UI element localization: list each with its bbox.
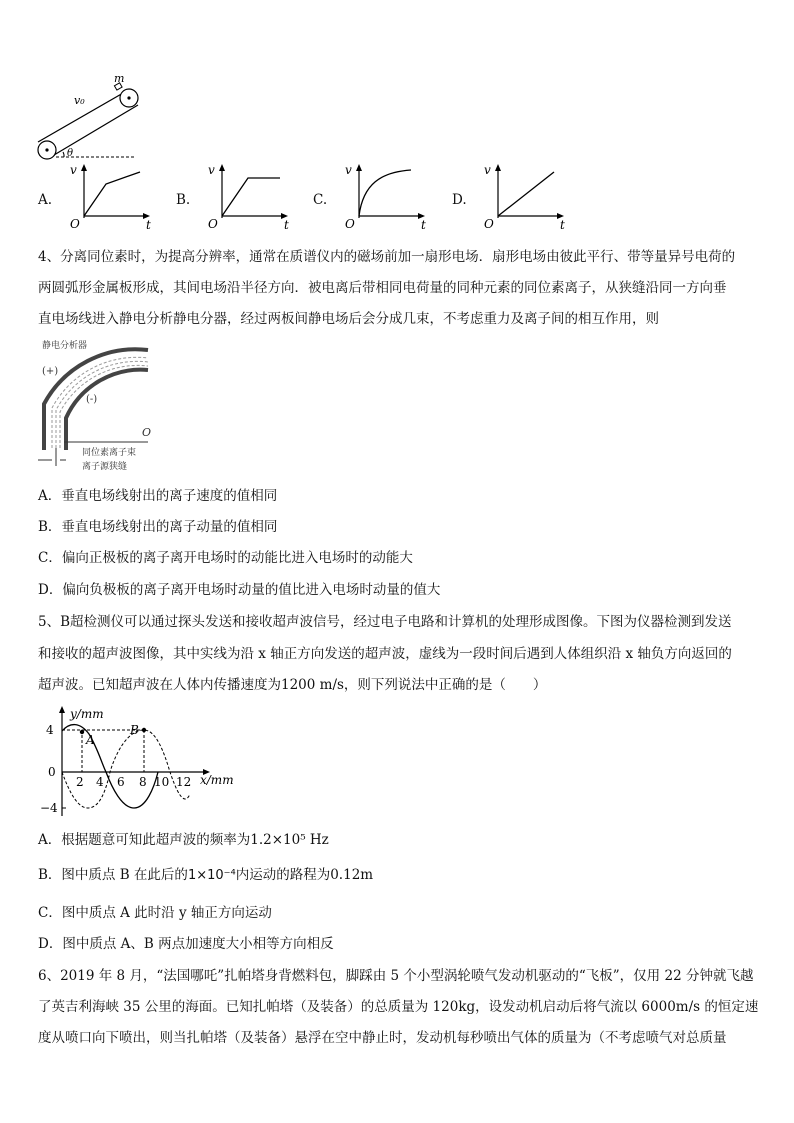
q3-origin-label: O [208,217,218,230]
q3-origin-label: O [345,217,355,230]
q3-vt-curve [498,172,554,216]
q3-v-axis-arrow [495,164,501,171]
q5-option-b-suffix: 内运动的路程为0.12m [235,867,374,883]
q3-vt-graph [202,160,302,230]
q3-option-letter: B. [176,192,191,208]
wave-point-a-label: A [86,733,95,747]
q6-line-1: 6、2019 年 8 月，“法国哪吒”扎帕塔身背燃料包，脚踩由 5 个小型涡轮喷气发动机驱动的“飞板”，仅用 22 分钟就飞越 [38,968,754,984]
q4-option-d[interactable]: D．偏向负极板的离子离开电场时动量的值比进入电场时动量的值大 [38,582,441,598]
q3-origin-label: O [70,217,80,230]
wave-xtick-4: 4 [96,775,104,789]
q3-option-letter: D. [452,192,467,208]
wave-xtick-12: 12 [176,775,192,789]
q3-v-label: v [208,163,215,177]
analyzer-plus-label: (+) [42,366,59,377]
q3-v-axis-arrow [356,164,362,171]
q3-option-a[interactable] [38,160,168,230]
q3-vt-curve [222,178,280,216]
q5-option-b-math: 1×10⁻⁴ [187,868,236,883]
q3-v-label: v [70,163,77,177]
ultrasound-wave-figure [40,704,260,820]
q3-vt-graph [478,160,578,230]
q4-line-2: 两圆弧形金属板形成，其间电场沿半径方向．被电离后带相同电荷量的同种元素的同位素离子，从狭缝沿同一方向垂 [38,280,727,296]
analyzer-origin-label: O [142,426,152,439]
q4-option-b[interactable]: B．垂直电场线射出的离子动量的值相同 [38,519,278,535]
q3-vt-graph [339,160,439,230]
q3-t-label: t [560,218,565,230]
q5-option-a[interactable]: A．根据题意可知此超声波的频率为1.2×10⁵ Hz [38,832,329,848]
q3-v-axis-arrow [81,164,87,171]
q5-line-1: 5、B超检测仪可以通过探头发送和接收超声波信号，经过电子电路和计算机的处理形成图像。下图为仪器检测到发送 [38,614,732,630]
wave-ytick-4: 4 [46,723,54,737]
wave-point-b-label: B [130,723,139,737]
wave-ytick-neg4: −4 [40,801,58,815]
q3-v-label: v [345,163,352,177]
q3-t-label: t [146,218,151,230]
analyzer-beam-label: 同位素离子束 [82,448,137,458]
belt-theta-label: θ [67,148,74,159]
q6-line-3: 度从喷口向下喷出，则当扎帕塔（及装备）悬浮在空中静止时，发动机每秒喷出气体的质量为（不考虑喷气对总质量 [38,1030,727,1046]
wave-xtick-8: 8 [139,775,147,789]
wave-ylabel: y/mm [70,707,104,721]
q5-option-c[interactable]: C．图中质点 A 此时沿 y 轴正方向运动 [38,905,272,921]
belt-figure [30,70,150,165]
q3-option-d[interactable] [452,160,582,230]
q4-line-3: 直电场线进入静电分析静电分器，经过两板间静电场后会分成几束，不考虑重力及离子间的相互作用，则 [38,311,659,327]
q4-line-1: 4、分离同位素时，为提高分辨率，通常在质谱仪内的磁场前加一扇形电场．扇形电场由彼此平行、带等量异号电荷的 [38,249,736,265]
q3-v-label: v [484,163,491,177]
wave-ytick-0: 0 [48,765,56,779]
analyzer-minus-label: (-) [86,394,98,405]
q3-vt-curve [359,170,411,216]
q3-t-label: t [284,218,289,230]
q3-v-axis-arrow [219,164,225,171]
q5-line-2: 和接收的超声波图像，其中实线为沿 x 轴正方向发送的超声波，虚线为一段时间后遇到人体组织沿 x 轴负方向返回的 [38,646,732,662]
q5-option-d[interactable]: D．图中质点 A、B 两点加速度大小相等方向相反 [38,936,334,952]
electrostatic-analyzer-figure [36,338,158,476]
q5-option-b-prefix: B．图中质点 B 在此后的 [38,867,188,883]
q3-vt-curve [84,172,140,216]
q3-option-b[interactable] [176,160,306,230]
analyzer-title: 静电分析器 [42,341,88,351]
belt-mass-label: m [114,72,125,85]
analyzer-slit-label: 离子源狭缝 [82,462,128,472]
q6-line-2: 了英吉利海峡 35 公里的海面。已知扎帕塔（及装备）的总质量为 120kg，设发动机启动后将气流以 6000m/s 的恒定速 [38,999,759,1015]
wave-xtick-2: 2 [76,775,84,789]
q4-option-c[interactable]: C．偏向正极板的离子离开电场时的动能比进入电场时的动能大 [38,550,413,566]
wave-xtick-10: 10 [154,775,170,789]
q5-line-3: 超声波。已知超声波在人体内传播速度为1200 m/s，则下列说法中正确的是（ ） [38,677,547,693]
q3-option-letter: A. [38,192,53,208]
q3-vt-graph [64,160,164,230]
q3-t-label: t [421,218,426,230]
wave-xtick-6: 6 [117,775,125,789]
wave-xlabel: x/mm [200,773,234,787]
q4-option-a[interactable]: A．垂直电场线射出的离子速度的值相同 [38,488,278,504]
q3-option-letter: C. [313,192,328,208]
belt-v0-label: v₀ [74,94,85,107]
q3-option-c[interactable] [313,160,443,230]
q3-origin-label: O [484,217,494,230]
q5-option-b[interactable] [38,866,373,885]
